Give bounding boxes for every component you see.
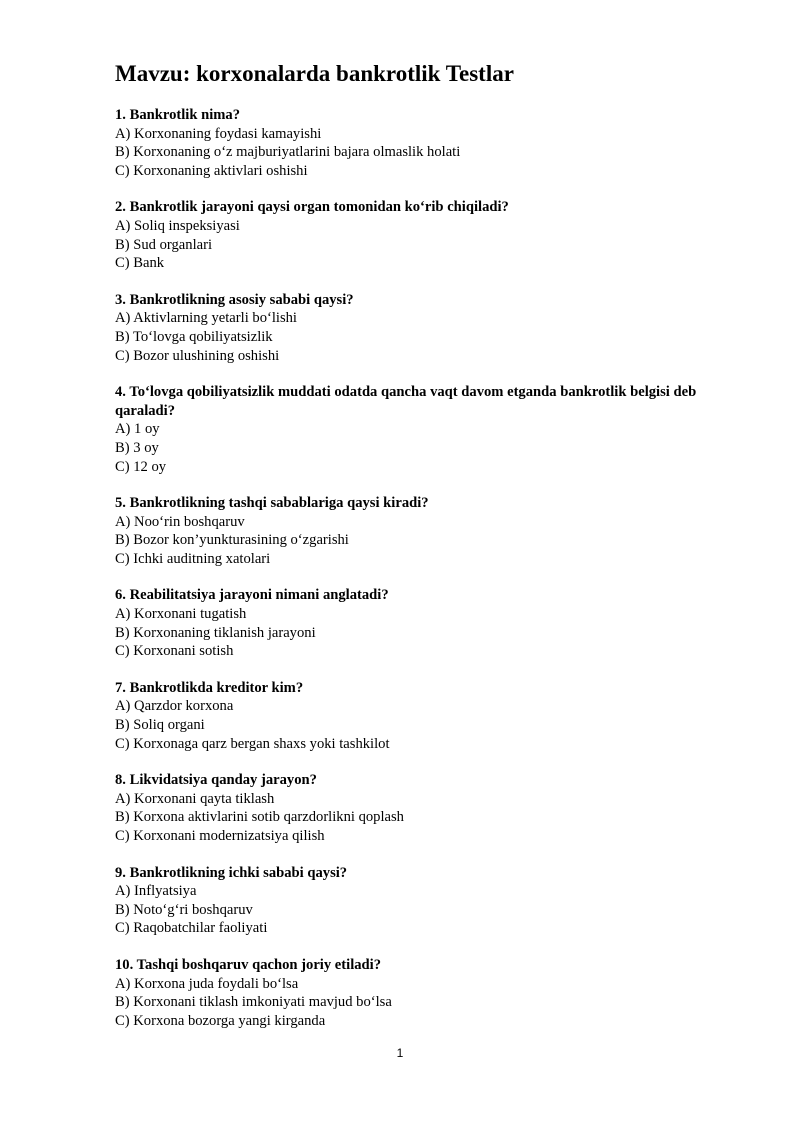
option-c: C) Ichki auditning xatolari [115,550,271,567]
question-8 [115,771,715,845]
option-a: A) 1 oy [115,421,160,438]
option-a: A) Inflyatsiya [115,883,197,900]
option-a: A) Korxonani qayta tiklash [115,790,275,807]
question-text: 2. Bankrotlik jarayoni qaysi organ tomonidan ko‘rib chiqiladi? [115,199,509,216]
question-text: 6. Reabilitatsiya jarayoni nimani anglatadi? [115,587,389,604]
question-text: 3. Bankrotlikning asosiy sababi qaysi? [115,291,354,308]
document-title: Mavzu: korxonalarda bankrotlik Testlar [115,61,514,86]
question-text: 7. Bankrotlikda kreditor kim? [115,679,304,696]
option-a: A) Soliq inspeksiyasi [115,217,240,234]
option-c: C) Korxonani modernizatsiya qilish [115,828,325,844]
question-4 [115,383,715,476]
option-a: A) Korxonaning foydasi kamayishi [115,125,322,142]
option-c: C) Korxonaga qarz bergan shaxs yoki tashkilot [115,735,390,752]
option-b: B) Noto‘g‘ri boshqaruv [115,901,253,918]
option-b: B) Sud organlari [115,236,213,253]
option-b: B) Korxona aktivlarini sotib qarzdorlikni qoplash [115,809,404,826]
option-b: B) Korxonaning o‘z majburiyatlarini bajara olmaslik holati [115,144,461,161]
option-c: C) Korxonani sotish [115,643,234,660]
option-c: C) Bank [115,255,165,272]
option-c: C) Raqobatchilar faoliyati [115,920,268,937]
page-number: 1 [396,1046,404,1060]
option-a: A) Noo‘rin boshqaruv [115,513,245,530]
option-a: A) Aktivlarning yetarli bo‘lishi [115,310,297,327]
question-7 [115,679,715,753]
option-b: B) To‘lovga qobiliyatsizlik [115,328,273,345]
question-10 [115,956,715,1030]
option-a: A) Qarzdor korxona [115,698,234,715]
option-b: B) Soliq organi [115,717,205,734]
question-3 [115,291,715,365]
question-text: 4. To‘lovga qobiliyatsizlik muddati odatda qancha vaqt davom etganda bankrotlik belgisi deb qaraladi? [115,384,697,419]
option-c: C) 12 oy [115,458,167,475]
option-a: A) Korxonani tugatish [115,606,247,623]
question-5 [115,494,715,568]
option-a: A) Korxona juda foydali bo‘lsa [115,975,299,992]
question-text: 5. Bankrotlikning tashqi sabablariga qaysi kiradi? [115,495,429,512]
question-9 [115,864,715,938]
option-c: C) Korxonaning aktivlari oshishi [115,162,308,179]
option-b: B) Bozor kon’yunkturasining o‘zgarishi [115,532,349,549]
question-text: 8. Likvidatsiya qanday jarayon? [115,772,317,789]
question-text: 10. Tashqi boshqaruv qachon joriy etiladi? [115,956,382,973]
question-text: 1. Bankrotlik nima? [115,107,241,123]
option-b: B) 3 oy [115,439,159,456]
question-text: 9. Bankrotlikning ichki sababi qaysi? [115,864,348,881]
option-c: C) Bozor ulushining oshishi [115,347,280,364]
question-1 [115,106,715,180]
option-c: C) Korxona bozorga yangi kirganda [115,1012,326,1029]
document-page [115,58,715,1048]
question-6 [115,586,715,660]
option-b: B) Korxonaning tiklanish jarayoni [115,624,316,641]
option-b: B) Korxonani tiklash imkoniyati mavjud bo‘lsa [115,994,392,1011]
question-2 [115,198,715,272]
